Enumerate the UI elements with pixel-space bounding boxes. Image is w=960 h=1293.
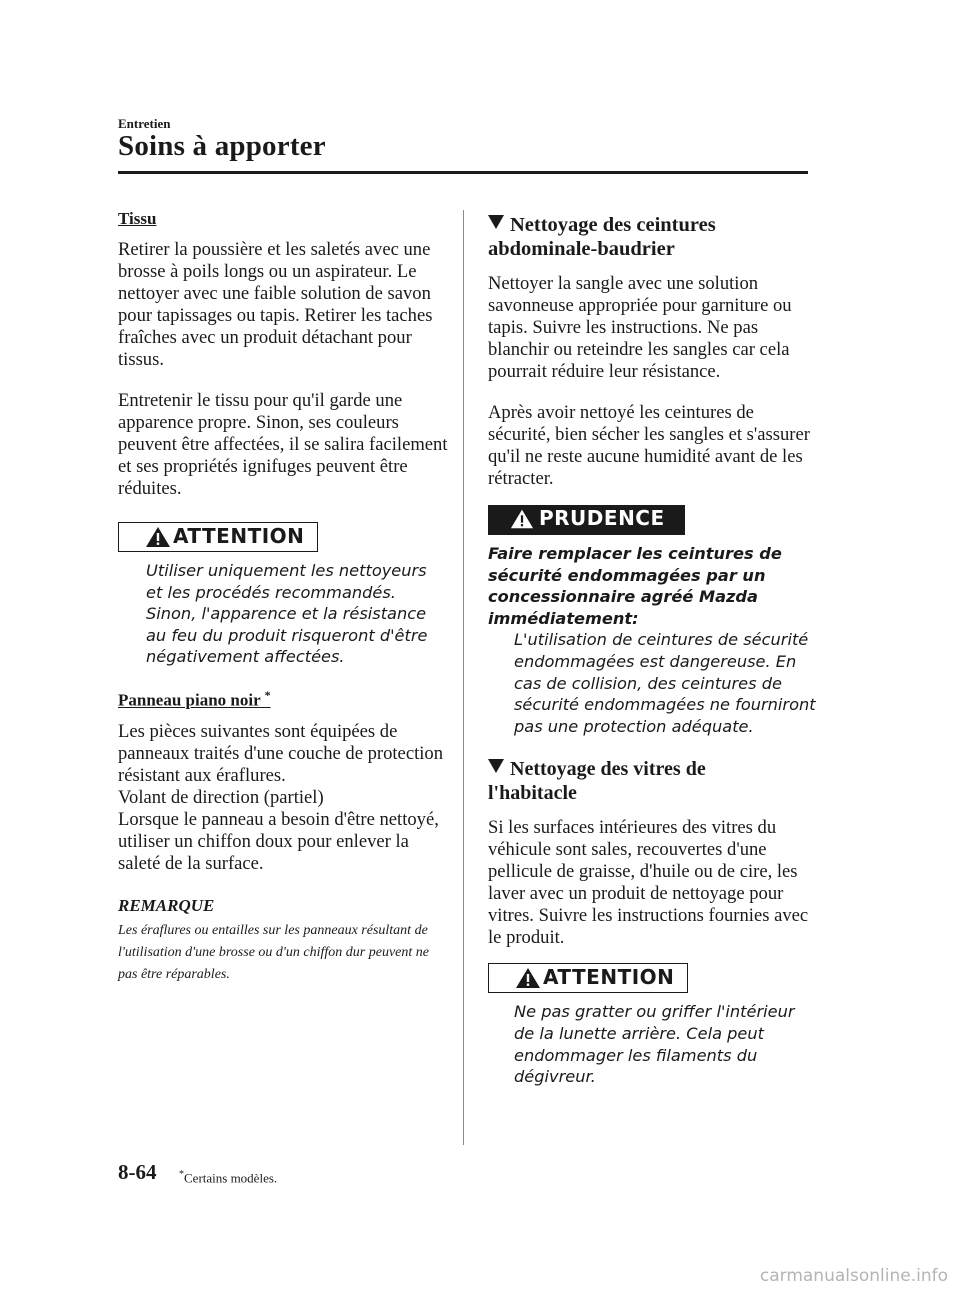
piano-text-2: Volant de direction (partiel) [118, 786, 324, 808]
ceintures-paragraph-1: Nettoyer la sangle avec une solution savonneuse appropriée pour garniture ou tapis. Suivre les instructions. Ne pas blanchir ou reteindre les sangles car cela pourrait réduire leur résistance. [488, 273, 792, 382]
page-number: 8-64 [118, 1160, 157, 1184]
attention-text-left: Utiliser uniquement les nettoyeurs et les procédés recommandés. Sinon, l'apparence et la résistance au feu du produit risqueront d'être négativement affectées. [146, 561, 428, 667]
prudence-box [488, 505, 685, 535]
attention-text-right: Ne pas gratter ou griffer l'intérieur de la lunette arrière. Cela peut endommager les filaments du dégivreur. [514, 1002, 795, 1087]
ceintures-heading-line1: Nettoyage des ceintures [510, 214, 716, 236]
page-title: Soins à apporter [118, 130, 326, 162]
model-star-icon: * [264, 687, 271, 702]
left-column [118, 208, 448, 986]
model-star-icon: * [179, 1169, 184, 1180]
warning-icon [515, 967, 541, 989]
remarque-text: Les éraflures ou entailles sur les panneaux résultant de l'utilisation d'une brosse ou d'un chiffon dur peuvent ne pas être réparables. [118, 922, 429, 982]
tissu-paragraph-2: Entretenir le tissu pour qu'il garde une apparence propre. Sinon, ses couleurs peuvent être affectées, il se salira facilement et ses propriétés ignifuges peuvent être réduites. [118, 390, 448, 499]
footer-note [179, 1169, 277, 1186]
vitres-paragraph-1: Si les surfaces intérieures des vitres du véhicule sont sales, recouvertes d'une pellicule de graisse, d'huile ou de cire, les laver avec un produit de nettoyage pour vitres. Suivre les instructions fournies avec le produit. [488, 817, 809, 949]
tissu-heading: Tissu [118, 209, 157, 228]
watermark: carmanualsonline.info [759, 1266, 948, 1286]
title-rule [118, 171, 808, 174]
vitres-heading [466, 757, 796, 805]
warning-icon [145, 526, 171, 548]
attention-label: ATTENTION [543, 965, 675, 990]
triangle-bullet-icon [488, 759, 504, 773]
prudence-lead: Faire remplacer les ceintures de sécurité endommagées par un concessionnaire agréé Mazda immédiatement: [488, 544, 782, 628]
warning-icon [510, 508, 534, 530]
attention-box-right [488, 963, 688, 993]
ceintures-heading-line2: abdominale-baudrier [488, 238, 675, 260]
right-column [488, 213, 818, 1088]
piano-text-3: Lorsque le panneau a besoin d'être nettoyé, utiliser un chiffon doux pour enlever la saleté de la surface. [118, 808, 439, 874]
tissu-paragraph-1: Retirer la poussière et les saletés avec une brosse à poils longs ou un aspirateur. Le nettoyer avec une faible solution de savon pour tapissages ou tapis. Retirer les taches fraîches avec un produit détachant pour tissus. [118, 239, 433, 370]
attention-box-left [118, 522, 318, 552]
piano-paragraph-1 [118, 721, 448, 875]
footer-note-text: Certains modèles. [184, 1170, 278, 1186]
ceintures-heading [466, 213, 796, 261]
piano-heading [118, 684, 271, 712]
column-divider [463, 210, 464, 1145]
attention-label: ATTENTION [173, 524, 305, 548]
vitres-heading-label: Nettoyage des vitres de l'habitacle [488, 758, 706, 805]
prudence-label: PRUDENCE [539, 506, 665, 530]
triangle-bullet-icon [488, 215, 504, 229]
piano-text-1: Les pièces suivantes sont équipées de panneaux traités d'une couche de protection résistant aux éraflures. [118, 720, 443, 786]
prudence-text: L'utilisation de ceintures de sécurité endommagées est dangereuse. En cas de collision, des ceintures de sécurité endommagées ne fourniront pas une protection adéquate. [514, 630, 816, 736]
piano-heading-label: Panneau piano noir [118, 690, 261, 710]
section-label: Entretien [118, 116, 171, 131]
remarque-heading: REMARQUE [118, 895, 215, 915]
ceintures-paragraph-2: Après avoir nettoyé les ceintures de sécurité, bien sécher les sangles et s'assurer qu'il ne reste aucune humidité avant de les rétracter. [488, 402, 810, 489]
